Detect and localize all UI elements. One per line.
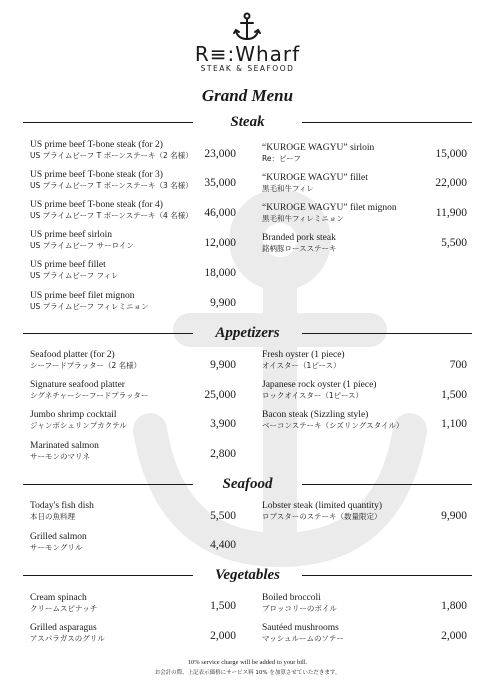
item-name-jp: ジャンボシュリンプカクテル xyxy=(30,421,127,430)
item-name-en: Sautéed mushrooms xyxy=(262,623,339,633)
item-name-en: Grilled asparagus xyxy=(30,623,97,633)
menu-item xyxy=(262,142,374,164)
brand-subtitle: STEAK & SEAFOOD xyxy=(200,64,295,73)
item-name-jp: US プライムビーフ T ボーンステーキ（4 名様） xyxy=(30,211,193,220)
item-name-en: Seafood platter (for 2) xyxy=(30,350,115,360)
item-name-en: Signature seafood platter xyxy=(30,380,125,390)
section-title: Seafood xyxy=(222,476,273,492)
section-title: Vegetables xyxy=(215,567,280,583)
item-name-jp: US プライムビーフ フィレ xyxy=(30,271,119,280)
item-price: 700 xyxy=(449,359,467,371)
menu-item xyxy=(30,409,127,431)
item-name-jp: クリームスピナッチ xyxy=(30,604,98,613)
section-appetizers-header xyxy=(23,323,472,343)
item-name-jp: サーモングリル xyxy=(30,543,83,552)
menu-item xyxy=(30,229,134,251)
item-price: 1,500 xyxy=(441,389,467,401)
item-price: 2,000 xyxy=(210,630,236,642)
menu-item xyxy=(30,379,148,401)
item-price: 23,000 xyxy=(204,148,236,160)
item-price: 4,400 xyxy=(210,539,236,551)
section-title: Appetizers xyxy=(215,325,280,341)
menu-item xyxy=(30,259,119,281)
item-name-jp: ロックオイスター（1ピース） xyxy=(262,391,363,400)
item-price: 2,800 xyxy=(210,448,236,460)
item-name-en: Japanese rock oyster (1 piece) xyxy=(262,380,377,390)
item-name-en: Branded pork steak xyxy=(262,233,336,243)
item-name-jp: シーフードプラッター（2 名様） xyxy=(30,361,142,370)
divider xyxy=(302,122,472,123)
item-price: 12,000 xyxy=(204,237,236,249)
item-name-jp: マッシュルームのソテー xyxy=(262,634,344,643)
item-name-en: “KUROGE WAGYU” fillet xyxy=(262,173,368,183)
divider xyxy=(302,333,472,334)
item-price: 1,100 xyxy=(441,418,467,430)
item-name-en: Fresh oyster (1 piece) xyxy=(262,350,345,360)
menu-item xyxy=(30,349,141,371)
menu-item xyxy=(262,622,344,644)
section-seafood-header xyxy=(23,474,472,494)
item-name-en: Marinated salmon xyxy=(30,441,99,451)
item-name-en: US prime beef sirloin xyxy=(30,230,113,240)
item-name-jp: ベーコンステーキ（シズリングスタイル） xyxy=(262,421,404,430)
menu-item xyxy=(30,139,193,161)
item-name-en: US prime beef T-bone steak (for 3) xyxy=(30,170,163,180)
item-price: 9,900 xyxy=(210,359,236,371)
item-price: 25,000 xyxy=(204,389,236,401)
item-price: 35,000 xyxy=(204,177,236,189)
menu-item xyxy=(262,500,382,522)
section-vegetables-header xyxy=(23,565,472,585)
item-name-jp: アスパラガスのグリル xyxy=(30,634,105,643)
item-price: 3,900 xyxy=(210,418,236,430)
item-name-en: Jumbo shrimp cocktail xyxy=(30,410,117,420)
item-name-en: Boiled broccoli xyxy=(262,593,321,603)
item-price: 5,500 xyxy=(441,237,467,249)
item-name-en: “KUROGE WAGYU” filet mignon xyxy=(262,203,397,213)
item-price: 9,900 xyxy=(210,297,236,309)
item-name-jp: US プライムビーフ T ボーンステーキ（2 名様） xyxy=(30,151,193,160)
divider xyxy=(302,484,472,485)
item-name-jp: サーモンのマリネ xyxy=(30,452,90,461)
menu-item xyxy=(30,531,87,553)
item-price: 2,000 xyxy=(441,630,467,642)
item-name-en: US prime beef T-bone steak (for 4) xyxy=(30,200,163,210)
item-price: 11,900 xyxy=(435,207,467,219)
item-name-en: Bacon steak (Sizzling style) xyxy=(262,410,369,420)
menu-title: Grand Menu xyxy=(201,86,294,105)
item-name-jp: US プライムビーフ T ボーンステーキ（3 名様） xyxy=(30,181,193,190)
menu-item xyxy=(30,290,149,312)
menu-item xyxy=(262,232,336,254)
item-name-jp: Re：ビーフ xyxy=(262,154,301,163)
item-price: 46,000 xyxy=(204,207,236,219)
item-price: 9,900 xyxy=(441,510,467,522)
divider xyxy=(302,575,472,576)
menu-item xyxy=(262,202,397,224)
item-name-en: Lobster steak (limited quantity) xyxy=(262,501,383,511)
menu-item xyxy=(262,409,404,431)
anchor-icon xyxy=(232,12,262,42)
item-price: 1,800 xyxy=(441,600,467,612)
menu-item xyxy=(262,379,376,401)
section-steak-header xyxy=(23,112,472,132)
footer-note-en: 10% service charge will be added to your bill. xyxy=(187,659,308,666)
item-name-jp: ロブスターのステーキ（数量限定） xyxy=(262,512,382,521)
item-price: 5,500 xyxy=(210,510,236,522)
item-name-jp: オイスター（1ピース） xyxy=(262,361,341,370)
footer-note-jp: お会計の際、上記表示価格にサービス料 10% を加算させていただきます。 xyxy=(154,670,341,676)
menu-item xyxy=(262,172,368,194)
item-name-jp: US プライムビーフ フィレミニョン xyxy=(30,302,149,311)
menu-item xyxy=(30,622,105,644)
menu-item xyxy=(262,349,345,371)
item-name-en: “KUROGE WAGYU” sirloin xyxy=(262,143,375,153)
item-price: 18,000 xyxy=(204,267,236,279)
item-name-en: Today's fish dish xyxy=(30,501,94,511)
menu-item xyxy=(30,440,99,462)
section-title: Steak xyxy=(230,114,265,130)
item-name-en: US prime beef fillet xyxy=(30,260,106,270)
item-name-jp: 銘柄豚ロースステーキ xyxy=(262,244,337,253)
menu-item xyxy=(30,169,193,191)
item-name-jp: 本日の魚料理 xyxy=(30,512,75,521)
item-name-jp: シグネチャーシーフードプラッター xyxy=(30,391,149,400)
menu-item xyxy=(30,500,94,522)
menu-item xyxy=(262,592,337,614)
item-name-jp: US プライムビーフ サーロイン xyxy=(30,241,134,250)
item-name-en: Cream spinach xyxy=(30,593,87,603)
menu-item xyxy=(30,592,97,614)
item-price: 22,000 xyxy=(435,177,467,189)
item-price: 1,500 xyxy=(210,600,236,612)
brand-name: R≡:Wharf xyxy=(194,42,301,66)
item-name-jp: 黒毛和牛フィレ xyxy=(262,184,314,193)
item-price: 15,000 xyxy=(435,148,467,160)
item-name-en: US prime beef filet mignon xyxy=(30,291,135,301)
item-name-jp: 黒毛和牛フィレミニョン xyxy=(262,214,344,223)
item-name-jp: ブロッコリーのボイル xyxy=(262,604,337,613)
item-name-en: US prime beef T-bone steak (for 2) xyxy=(30,140,163,150)
menu-item xyxy=(30,199,193,221)
item-name-en: Grilled salmon xyxy=(30,532,87,542)
